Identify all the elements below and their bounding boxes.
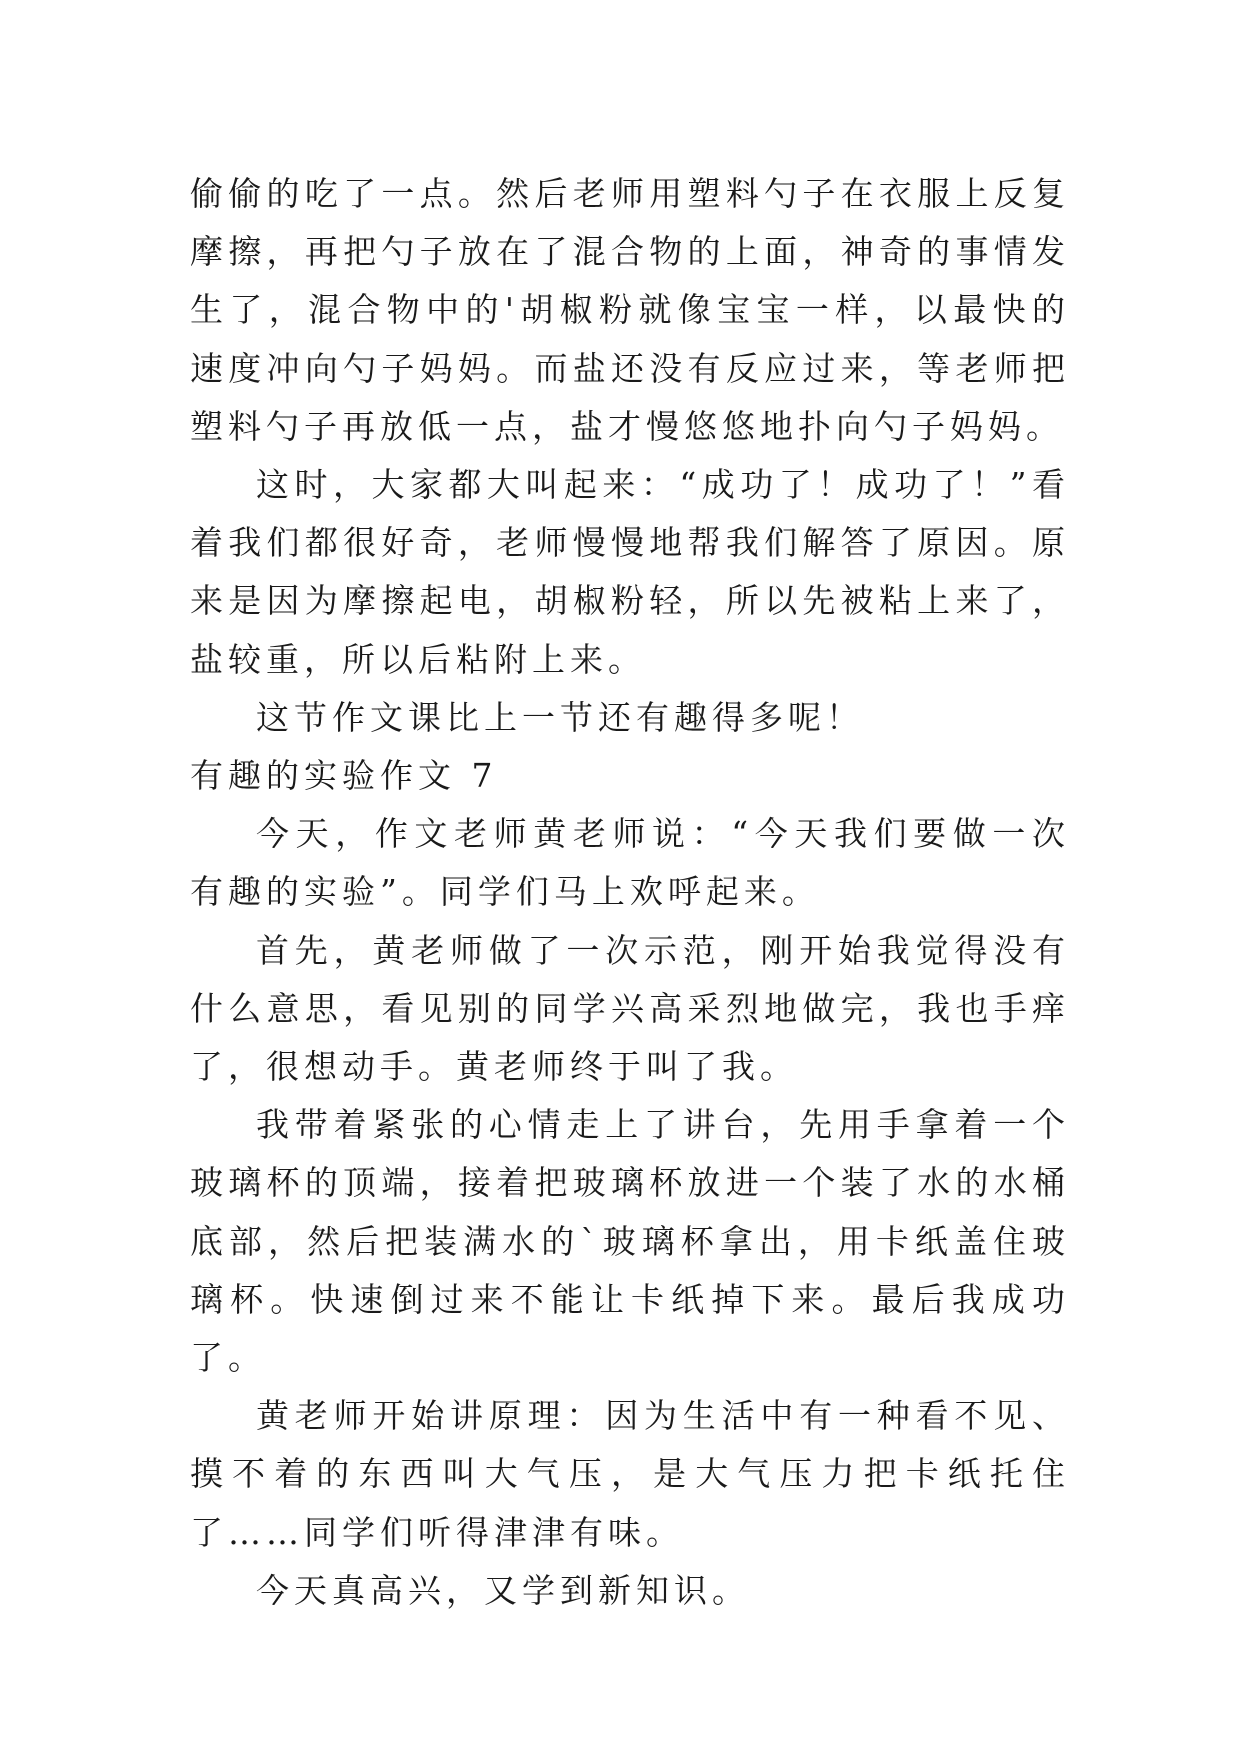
paragraph-intro: 今天，作文老师黄老师说：“今天我们要做一次有趣的实验”。同学们马上欢呼起来。 [190, 814, 1070, 912]
section-title: 有趣的实验作文 7 [190, 756, 498, 796]
paragraph-demonstration: 首先，黄老师做了一次示范，刚开始我觉得没有什么意思，看见别的同学兴高采烈地做完，我也手痒了，很想动手。黄老师终于叫了我。 [190, 930, 1070, 1087]
paragraph-success: 这时，大家都大叫起来：“成功了！成功了！”看着我们都很好奇，老师慢慢地帮我们解答了原因。原来是因为摩擦起电，胡椒粉轻，所以先被粘上来了，盐较重，所以后粘附上来。 [190, 465, 1070, 679]
paragraph-experiment: 我带着紧张的心情走上了讲台，先用手拿着一个玻璃杯的顶端，接着把玻璃杯放进一个装了水的水桶底部，然后把装满水的`玻璃杯拿出，用卡纸盖住玻璃杯。快速倒过来不能让卡纸掉下来。最后我成功了。 [190, 1105, 1070, 1378]
paragraph-principle: 黄老师开始讲原理：因为生活中有一种看不见、摸不着的东西叫大气压，是大气压力把卡纸托住了……同学们听得津津有味。 [190, 1396, 1070, 1552]
document-body [190, 165, 1070, 1620]
paragraph-ending: 今天真高兴，又学到新知识。 [256, 1570, 750, 1610]
paragraph-continuation: 偷偷的吃了一点。然后老师用塑料勺子在衣服上反复摩擦，再把勺子放在了混合物的上面，神奇的事情发生了，混合物中的'胡椒粉就像宝宝一样，以最快的速度冲向勺子妈妈。而盐还没有反应过来，等老师把塑料勺子再放低一点，盐才慢悠悠地扑向勺子妈妈。 [190, 174, 1070, 446]
paragraph-conclusion: 这节作文课比上一节还有趣得多呢！ [256, 697, 864, 737]
